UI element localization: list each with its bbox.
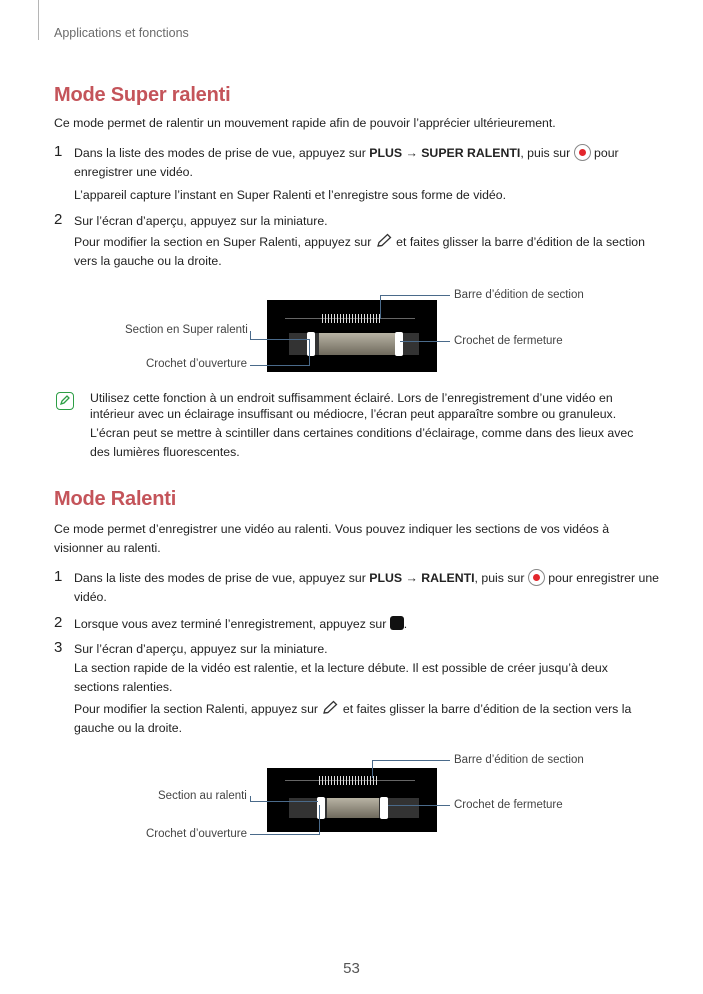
slow-step1: Dans la liste des modes de prise de vue, appuyez sur PLUS → RALENTI, puis sur pour enregistrer une [74,571,659,585]
step-number: 1 [54,568,63,585]
frame-thumbnail [367,333,383,355]
frame-thumbnail [369,798,379,818]
record-button-icon [528,569,545,586]
frame-thumbnail [341,798,355,818]
note-line: L’écran peut se mettre à scintiller dans certaines conditions d’éclairage, comme dans des lieux avec [90,426,634,440]
leader-line [250,801,318,802]
edit-pencil-icon [321,700,339,716]
slow-step2: Lorsque vous avez terminé l’enregistrement, appuyez sur . [74,617,408,631]
step-number: 2 [54,211,63,228]
super-slow-title: Mode Super ralenti [54,84,231,106]
section-edit-bar[interactable] [322,314,382,323]
slow-step3-desc: La section rapide de la vidéo est ralentie, et la lecture débute. Il est possible de créer jusqu’à deux [74,661,608,675]
label-close-bracket: Crochet de fermeture [454,335,563,347]
slow-step3-edit: Pour modifier la section Ralenti, appuyez sur et faites glisser la barre d’édition de la section vers la [74,702,632,716]
note-line: Utilisez cette fonction à un endroit suffisamment éclairé. Lors de l’enregistrement d’une vidéo en [90,391,613,405]
slow-intro: Ce mode permet d’enregistrer une vidéo au ralenti. Vous pouvez indiquer les sections de vos vidéos à [54,522,610,536]
super-slow-step1-note: L’appareil capture l’instant en Super Ralenti et l’enregistre sous forme de vidéo. [74,188,507,202]
super-slow-step2-edit: Pour modifier la section en Super Ralenti, appuyez sur et faites glisser la barre d’édition de la section [74,235,645,249]
label-section: Section en Super ralenti [125,324,248,336]
slow-step3-desc-cont: sections ralenties. [74,680,173,694]
record-button-icon [574,144,591,161]
leader-line [309,340,310,366]
leader-line [319,805,320,835]
leader-line [400,341,450,342]
edit-pencil-icon [375,233,393,249]
step-number: 1 [54,143,63,160]
leader-line [372,760,373,778]
slow-step1-cont: vidéo. [74,590,107,604]
page-number: 53 [343,960,360,977]
frame-thumbnail [319,333,335,355]
leader-line [250,331,251,339]
leader-line [380,295,450,296]
leader-line [372,760,450,761]
slow-title: Mode Ralenti [54,488,177,510]
slow-editor-screenshot [267,768,437,832]
leader-line [250,834,320,835]
stop-button-icon [390,616,404,630]
label-edit-bar: Barre d’édition de section [454,289,584,301]
super-slow-step2: Sur l’écran d’aperçu, appuyez sur la miniature. [74,214,328,228]
slow-step3-edit-cont: gauche ou la droite. [74,721,183,735]
leader-line [380,295,381,319]
closing-bracket[interactable] [395,332,403,356]
leader-line [388,805,450,806]
note-icon [56,392,74,410]
label-open-bracket: Crochet d’ouverture [146,828,247,840]
super-slow-intro: Ce mode permet de ralentir un mouvement rapide afin de pouvoir l’apprécier ultérieurement. [54,116,556,130]
pencil-note-icon [57,393,72,408]
super-slow-editor-screenshot [267,300,437,372]
label-edit-bar: Barre d’édition de section [454,754,584,766]
header-divider [38,0,39,40]
note-line: des lumières fluorescentes. [90,445,240,459]
frame-thumbnail [327,798,341,818]
frame-thumbnail [351,333,367,355]
super-slow-step1: Dans la liste des modes de prise de vue, appuyez sur PLUS → SUPER RALENTI, puis sur pour [74,146,619,160]
section-header: Applications et fonctions [54,26,189,40]
leader-line [250,365,310,366]
super-slow-step2-cont: vers la gauche ou la droite. [74,254,222,268]
slow-step3: Sur l’écran d’aperçu, appuyez sur la miniature. [74,642,328,656]
frame-thumbnail [383,333,395,355]
section-edit-bar[interactable] [319,776,377,785]
note-line: intérieur avec un éclairage insuffisant ou médiocre, l’écran peut apparaître sombre ou granuleux. [90,407,617,421]
label-close-bracket: Crochet de fermeture [454,799,563,811]
label-section: Section au ralenti [158,790,247,802]
leader-line [250,339,310,340]
step-number: 3 [54,639,63,656]
closing-bracket[interactable] [380,797,388,819]
super-slow-step1-cont: enregistrer une vidéo. [74,165,193,179]
frame-thumbnail [355,798,369,818]
label-open-bracket: Crochet d’ouverture [146,358,247,370]
step-number: 2 [54,614,63,631]
frame-thumbnail [335,333,351,355]
slow-intro-cont: visionner au ralenti. [54,541,161,555]
